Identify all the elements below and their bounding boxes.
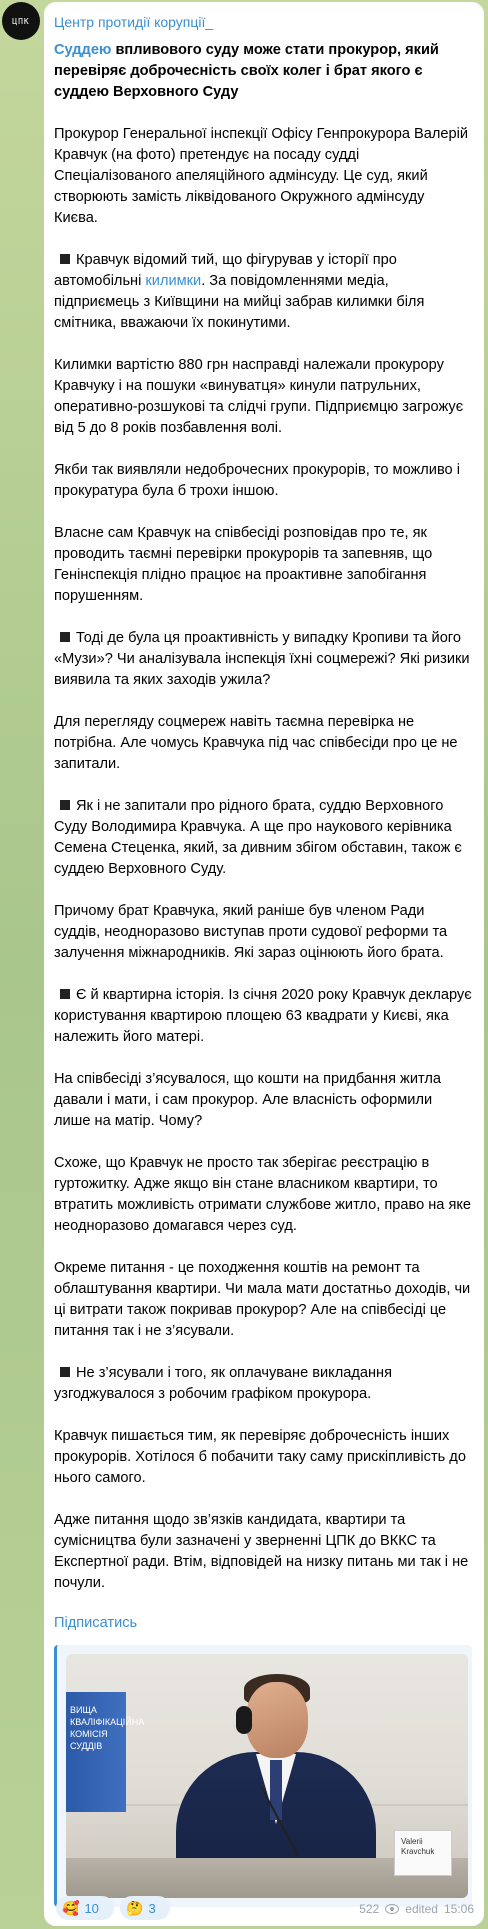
paragraph-1: Прокурор Генеральної інспекції Офісу Генпрокурора Валерій Кравчук (на фото) претендує на посаду судді Спеціалізованого апеляційного адмінсуду. Це суд, який створюють замість ліквідованого Окружного адмінсуду Києва. [54,126,469,226]
eye-icon [385,1904,399,1914]
headphone-icon [236,1706,252,1734]
bullet-icon [60,254,70,264]
paragraph-7: Для перегляду соцмереж навіть таємна перевірка не потрібна. Але чомусь Кравчука під час співбесіди про це не запитали. [54,714,458,772]
channel-avatar[interactable]: ЦПК [2,2,40,40]
message-time: 15:06 [443,1902,474,1916]
paragraph-4: Якби так виявляли недоброчесних прокурорів, то можливо і прокуратура була б трохи іншою. [54,462,460,499]
paragraph-11: На співбесіді з’ясувалося, що кошти на придбання житла давали і мати, і сам прокурор. Але власність оформили лише на матір. Чому? [54,1071,441,1129]
message-footer [44,1886,484,1926]
paragraph-10-text: Є й квартирна історія. Із січня 2020 року Кравчук декларує користування квартирою площею 63 квадрати у Києві, яка належить його матері. [54,987,472,1045]
reaction-love[interactable] [56,1896,114,1920]
post-text [54,40,472,1594]
title-link[interactable]: Суддею [54,42,112,58]
bullet-icon [60,1367,70,1377]
kylymky-link[interactable]: килимки [145,273,202,289]
message-meta [359,1902,474,1916]
subscribe-link[interactable]: Підписатись [54,1615,138,1631]
thinking-face-icon: 🤔 [126,1899,144,1916]
bullet-icon [60,632,70,642]
message-bubble [44,2,484,1926]
paragraph-12: Схоже, що Кравчук не просто так зберігає реєстрацію в гуртожитку. Адже якщо він стане власником квартири, то втратить можливість отримати службове житло, право на яке неодноразово домагався через суд. [54,1155,472,1234]
smiling-hearts-icon: 🥰 [62,1899,80,1916]
preview-photo[interactable] [66,1654,468,1898]
channel-name[interactable]: Центр протидії корупції_ [54,14,214,30]
paragraph-15: Кравчук пишається тим, як перевіряє доброчесність інших прокурорів. Хотілося б побачити таку саму прискіпливість до нього самого. [54,1428,466,1486]
person-tie [270,1760,282,1820]
paragraph-2-before: Кравчук відомий тий, що фігурував у історії про автомобільні [54,252,397,289]
edited-label: edited [405,1902,438,1916]
reaction-thinking[interactable] [120,1896,170,1920]
paragraph-6 [54,628,472,691]
title-text: впливового суду може стати прокурор, який перевіряє доброчесність своїх колег і брат якого є суддею Верховного Суду [54,42,439,100]
paragraph-2 [54,250,472,334]
banner-text: ВИЩА КВАЛІФІКАЦІЙНА КОМІСІЯ СУДДІВ [70,1705,145,1751]
paragraph-5: Власне сам Кравчук на співбесіді розповідав про те, як проводить таємні перевірки прокурорів та запевняв, що Генінспекція плідно працює на проактивне запобігання порушенням. [54,525,433,604]
namecard: Valerii Kravchuk [394,1830,452,1876]
paragraph-14 [54,1363,472,1405]
reaction-count: 10 [84,1900,99,1916]
paragraph-13: Окреме питання - це походження коштів на ремонт та облаштування квартири. Чи мала мати достатньо доходів, чи ці витрати також покривав прокурор? Але на співбесіді це питання так і не з’ясували. [54,1260,471,1339]
paragraph-9: Причому брат Кравчука, який раніше був членом Ради суддів, неодноразово виступав проти судової реформи та залучення міжнародників. Які зараз оцінюють його брата. [54,903,448,961]
paragraph-3: Килимки вартістю 880 грн насправді належали прокурору Кравчуку і на пошуки «винуватця» кинули патрульних, оперативно-розшукові та слідчі групи. Підприємцю загрожує від 5 до 8 років позбавлення волі. [54,357,464,436]
paragraph-2-after: . За повідомленнями медіа, підприємець з Київщини на мийці забрав килимки біля смітника, вважаючи їх покинутими. [54,273,425,331]
bullet-icon [60,800,70,810]
paragraph-8-text: Як і не запитали про рідного брата, суддю Верховного Суду Володимира Кравчука. А ще про наукового керівника Семена Стеценка, який, за дивним збігом обставин, також є суддею Верховного Суду. [54,798,462,877]
link-preview[interactable] [54,1645,472,1907]
bullet-icon [60,989,70,999]
reaction-count: 3 [148,1900,156,1916]
paragraph-6-text: Тоді де була ця проактивність у випадку Кропиви та його «Музи»? Чи аналізувала інспекція їхні соцмережі? Які ризики виявила та яких заходів ужила? [54,630,470,688]
view-count: 522 [359,1902,380,1916]
post-title [54,40,472,103]
paragraph-14-text: Не з’ясували і того, як оплачуване викладання узгоджувалося з робочим графіком прокурора. [54,1365,392,1402]
paragraph-8 [54,796,472,880]
person-head [246,1682,308,1758]
paragraph-10 [54,985,472,1048]
paragraph-16: Адже питання щодо зв’язків кандидата, квартири та сумісництва були зазначені у зверненні ЦПК до ВККС та Експертної ради. Втім, відповідей на низку питань ми так і не почули. [54,1512,469,1591]
